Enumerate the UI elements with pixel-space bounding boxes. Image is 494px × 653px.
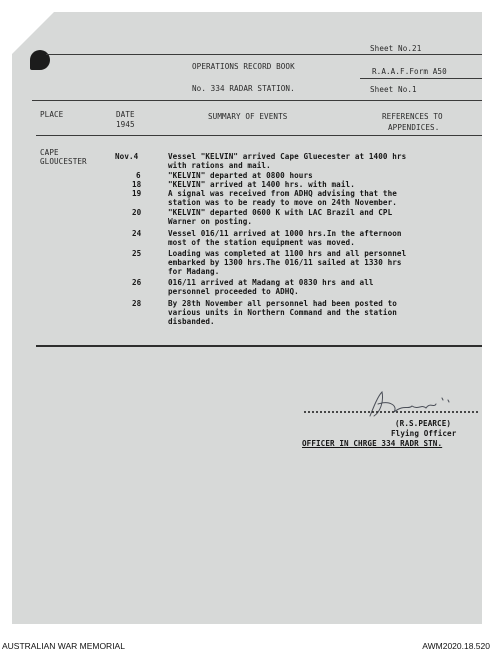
col-refs: REFERENCES TO	[382, 112, 443, 121]
entry-text: Warner on posting.	[168, 217, 253, 226]
entry-text: disbanded.	[168, 317, 215, 326]
signatory-rank: Flying Officer	[391, 429, 457, 438]
entry-date: 6	[136, 171, 141, 180]
entry-text: A signal was received from ADHQ advising that the	[168, 189, 397, 198]
sheet-number: Sheet No.21	[370, 44, 422, 53]
entry-text: various units in Northern Command and the station	[168, 308, 397, 317]
footer-reference: AWM2020.18.520	[422, 641, 490, 651]
record-sheet	[12, 12, 482, 624]
col-date-year: 1945	[116, 120, 135, 129]
entry-date: 28	[132, 299, 142, 308]
signature-mark	[364, 386, 464, 422]
place-line1: CAPE	[40, 148, 59, 157]
entry-text: personnel proceeded to ADHQ.	[168, 287, 299, 296]
col-summary: SUMMARY OF EVENTS	[208, 112, 288, 121]
rule-form	[360, 78, 482, 79]
col-refs-2: APPENDICES.	[388, 123, 440, 132]
rule-header	[32, 100, 482, 101]
entry-text: station was to be ready to move on 24th November.	[168, 198, 397, 207]
place-line2: GLOUCESTER	[40, 157, 87, 166]
rule-columns	[36, 135, 482, 136]
folded-corner	[12, 12, 54, 54]
entry-text: for Madang.	[168, 267, 220, 276]
entry-date: 26	[132, 278, 142, 287]
punch-hole	[30, 50, 50, 70]
entry-date: 25	[132, 249, 142, 258]
entry-text: Vessel "KELVIN" arrived Cape Gluecester at 1400 hrs	[168, 152, 407, 161]
entry-date: 24	[132, 229, 142, 238]
station-title: No. 334 RADAR STATION.	[192, 84, 295, 93]
col-place: PLACE	[40, 110, 64, 119]
signatory-role: OFFICER IN CHRGE 334 RADR STN.	[302, 439, 443, 448]
entry-text: Loading was completed at 1100 hrs and all personnel	[168, 249, 407, 258]
form-number: R.A.A.F.Form A50	[372, 67, 447, 76]
entry-text: Vessel 016/11 arrived at 1000 hrs.In the afternoon	[168, 229, 402, 238]
entry-text: "KELVIN" departed 0600 K with LAC Brazil and CPL	[168, 208, 393, 217]
entry-text: By 28th November all personnel had been posted to	[168, 299, 397, 308]
signature-dots	[303, 411, 479, 413]
entry-text: 016/11 arrived at Madang at 0830 hrs and all	[168, 278, 374, 287]
entry-text: most of the station equipment was moved.	[168, 238, 355, 247]
col-date: DATE	[116, 110, 135, 119]
sheet-number-2: Sheet No.1	[370, 85, 417, 94]
signatory-name: (R.S.PEARCE)	[395, 419, 452, 428]
rule-bottom	[36, 345, 482, 347]
footer-archive: AUSTRALIAN WAR MEMORIAL	[2, 641, 125, 651]
book-title: OPERATIONS RECORD BOOK	[192, 62, 295, 71]
entry-text: "KELVIN" arrived at 1400 hrs. with mail.	[168, 180, 355, 189]
entry-date: 18	[132, 180, 142, 189]
entry-text: "KELVIN" departed at 0800 hours	[168, 171, 313, 180]
entry-date: 20	[132, 208, 142, 217]
entry-date: Nov.4	[115, 152, 139, 161]
entry-text: embarked by 1300 hrs.The 016/11 sailed at 1330 hrs	[168, 258, 402, 267]
entry-text: with rations and mail.	[168, 161, 271, 170]
entry-date: 19	[132, 189, 142, 198]
rule-top	[46, 54, 482, 55]
